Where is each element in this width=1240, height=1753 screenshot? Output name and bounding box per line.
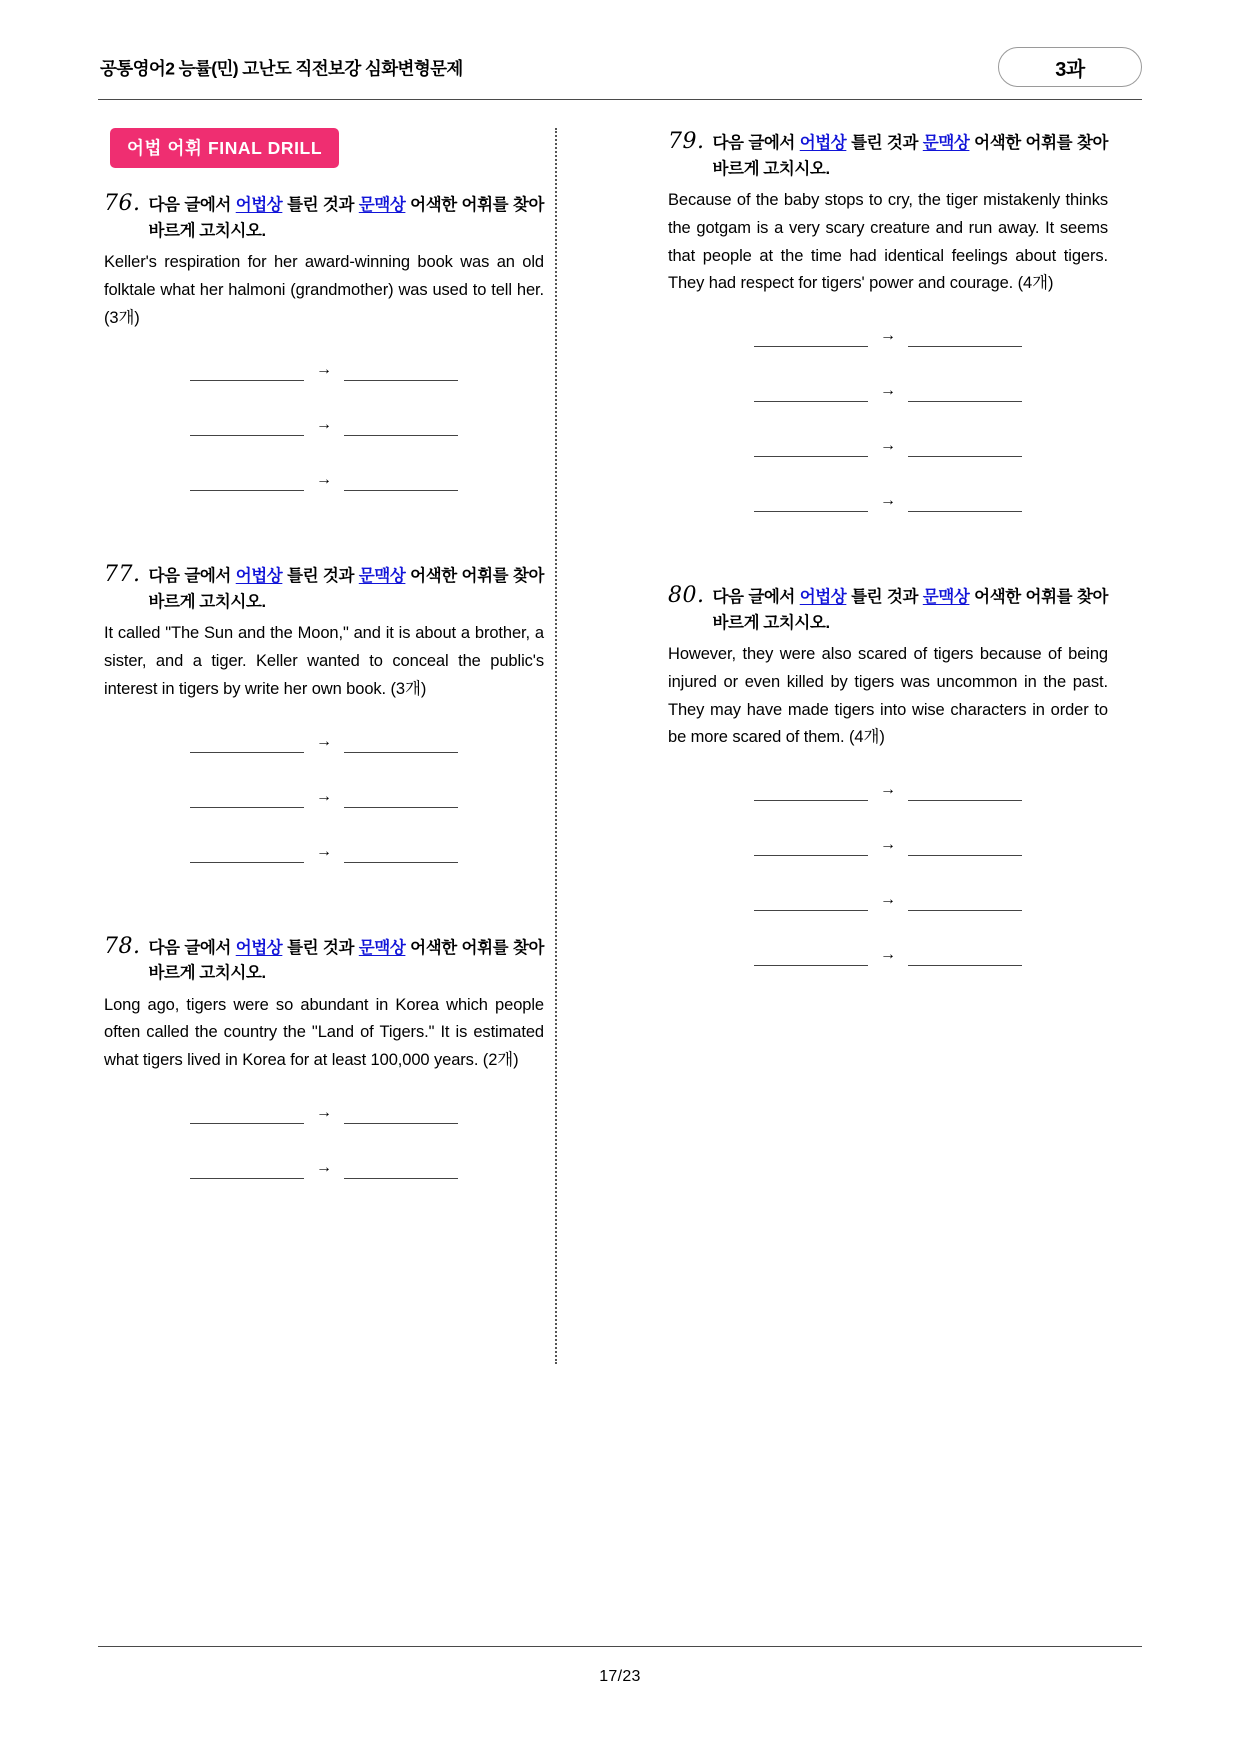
answer-blank-correction[interactable] (344, 1162, 458, 1179)
answer-blank-correction[interactable] (344, 736, 458, 753)
question-number: 78. (104, 933, 141, 959)
content-columns (98, 128, 1142, 1378)
header-divider (98, 99, 1142, 100)
question-number: 76. (104, 191, 141, 216)
question-header (668, 582, 1108, 636)
prompt-highlight-context: 문맥상 (358, 567, 406, 586)
question-block (104, 190, 544, 555)
question-number: 80. (668, 583, 705, 608)
answer-blank-original[interactable] (190, 474, 304, 491)
question-block (668, 128, 1108, 576)
prompt-text-2: 틀린 것과 (846, 134, 923, 152)
prompt-highlight-grammar: 어법상 (799, 588, 847, 606)
answer-blank-row (668, 947, 1108, 966)
question-block (104, 933, 544, 1243)
answer-blank-row (104, 844, 544, 863)
answer-blank-row (668, 837, 1108, 856)
prompt-text-3: 어색한 어휘를 찾아 바르게 고치시오. (712, 134, 1108, 178)
answer-blank-correction[interactable] (908, 839, 1022, 856)
prompt-highlight-grammar: 어법상 (235, 567, 283, 586)
prompt-highlight-context: 문맥상 (922, 134, 970, 152)
prompt-text-1: 다음 글에서 (148, 567, 236, 586)
question-header (104, 561, 544, 615)
answer-blank-original[interactable] (754, 495, 868, 512)
answer-blank-correction[interactable] (344, 364, 458, 381)
question-spacer (668, 548, 1108, 576)
arrow-right-icon: → (316, 1103, 332, 1121)
arrow-right-icon: → (880, 946, 896, 963)
footer-divider (98, 1646, 1142, 1647)
answer-blank-original[interactable] (190, 846, 304, 863)
prompt-highlight-grammar: 어법상 (235, 938, 283, 957)
question-spacer (668, 1002, 1108, 1030)
answer-blank-row (668, 438, 1108, 457)
answer-blank-row (668, 782, 1108, 801)
answer-blank-row (668, 892, 1108, 911)
answer-blank-row (104, 734, 544, 753)
question-prompt (149, 933, 545, 987)
prompt-text-1: 다음 글에서 (712, 134, 800, 152)
right-column (668, 128, 1108, 1036)
chapter-badge (998, 47, 1142, 87)
prompt-text-2: 틀린 것과 (282, 196, 359, 214)
answer-blank-row (104, 1160, 544, 1179)
answer-blank-original[interactable] (754, 949, 868, 966)
answer-blank-correction[interactable] (344, 1107, 458, 1124)
question-spacer (104, 527, 544, 555)
answer-blank-original[interactable] (754, 839, 868, 856)
answer-blank-row (668, 383, 1108, 402)
arrow-right-icon: → (316, 471, 332, 489)
prompt-text-1: 다음 글에서 (148, 196, 236, 214)
page-header (0, 0, 1240, 112)
answer-blank-group (104, 1105, 544, 1179)
drill-section-label: 어법 어휘 FINAL DRILL (110, 128, 339, 168)
question-number: 77. (104, 562, 141, 588)
left-question-list (104, 190, 544, 1243)
arrow-right-icon: → (880, 327, 896, 344)
question-prompt (713, 582, 1109, 636)
answer-blank-original[interactable] (190, 419, 304, 436)
prompt-text-3: 어색한 어휘를 찾아 바르게 고치시오. (148, 196, 544, 240)
answer-blank-original[interactable] (754, 385, 868, 402)
question-passage: Keller's respiration for her award-winning book was an old folktale what her halmoni (grandmother) was used to tell her. (3개) (104, 253, 544, 327)
answer-blank-original[interactable] (190, 791, 304, 808)
answer-blank-original[interactable] (754, 330, 868, 347)
prompt-text-2: 틀린 것과 (846, 588, 923, 606)
question-passage: Because of the baby stops to cry, the tiger mistakenly thinks the gotgam is a very scary creature and run away. It seems that people at the time had identical feelings about tigers. They had respect for tigers' power and courage. (4개) (668, 191, 1108, 293)
arrow-right-icon: → (880, 891, 896, 908)
prompt-text-3: 어색한 어휘를 찾아 바르게 고치시오. (148, 567, 544, 611)
prompt-highlight-context: 문맥상 (358, 938, 406, 957)
answer-blank-correction[interactable] (344, 474, 458, 491)
answer-blank-group (104, 734, 544, 863)
arrow-right-icon: → (316, 732, 332, 750)
question-number: 79. (668, 129, 705, 154)
answer-blank-correction[interactable] (908, 330, 1022, 347)
arrow-right-icon: → (880, 836, 896, 853)
answer-blank-row (104, 1105, 544, 1124)
column-divider (555, 128, 557, 1364)
answer-blank-correction[interactable] (908, 894, 1022, 911)
question-header (104, 933, 544, 987)
prompt-highlight-context: 문맥상 (358, 196, 406, 214)
arrow-right-icon: → (316, 787, 332, 805)
answer-blank-original[interactable] (754, 784, 868, 801)
arrow-right-icon: → (316, 416, 332, 434)
arrow-right-icon: → (316, 842, 332, 860)
prompt-text-1: 다음 글에서 (148, 938, 236, 957)
arrow-right-icon: → (880, 781, 896, 798)
prompt-text-3: 어색한 어휘를 찾아 바르게 고치시오. (712, 588, 1108, 632)
answer-blank-correction[interactable] (908, 385, 1022, 402)
right-question-list (668, 128, 1108, 1030)
answer-blank-row (104, 362, 544, 381)
answer-blank-original[interactable] (190, 1107, 304, 1124)
question-header (668, 128, 1108, 182)
chapter-badge-label: 3과 (1055, 58, 1085, 81)
question-passage: However, they were also scared of tigers because of being injured or even killed by tigers was uncommon in the past. They may have made tigers into wise characters in order to be more scared of them. (4개) (668, 645, 1108, 747)
question-spacer (104, 899, 544, 927)
footer-page-number: 17/23 (599, 1668, 641, 1685)
answer-blank-original[interactable] (190, 364, 304, 381)
question-prompt (713, 128, 1109, 182)
prompt-highlight-grammar: 어법상 (799, 134, 847, 152)
left-column (104, 128, 544, 1249)
answer-blank-row (104, 789, 544, 808)
answer-blank-original[interactable] (754, 894, 868, 911)
answer-blank-correction[interactable] (908, 440, 1022, 457)
answer-blank-correction[interactable] (344, 419, 458, 436)
answer-blank-correction[interactable] (344, 791, 458, 808)
answer-blank-group (668, 328, 1108, 512)
answer-blank-row (668, 493, 1108, 512)
answer-blank-original[interactable] (754, 440, 868, 457)
answer-blank-group (104, 362, 544, 491)
arrow-right-icon: → (316, 1158, 332, 1176)
question-passage: It called "The Sun and the Moon," and it is about a brother, a sister, and a tiger. Keller wanted to conceal the public's interest in tigers by write her own book. (3개) (104, 624, 544, 698)
prompt-text-2: 틀린 것과 (282, 567, 359, 586)
page-title: 공통영어2 능률(민) 고난도 직전보강 심화변형문제 (100, 58, 463, 79)
question-prompt (149, 561, 545, 615)
question-header (104, 190, 544, 244)
question-spacer (104, 1215, 544, 1243)
arrow-right-icon: → (880, 437, 896, 454)
prompt-text-1: 다음 글에서 (712, 588, 800, 606)
answer-blank-correction[interactable] (908, 784, 1022, 801)
answer-blank-row (104, 472, 544, 491)
answer-blank-correction[interactable] (908, 495, 1022, 512)
prompt-text-2: 틀린 것과 (282, 938, 359, 957)
answer-blank-row (668, 328, 1108, 347)
arrow-right-icon: → (316, 361, 332, 379)
answer-blank-original[interactable] (190, 736, 304, 753)
prompt-highlight-context: 문맥상 (922, 588, 970, 606)
question-block (668, 582, 1108, 1030)
arrow-right-icon: → (880, 382, 896, 399)
question-block (104, 561, 544, 926)
answer-blank-group (668, 782, 1108, 966)
answer-blank-correction[interactable] (908, 949, 1022, 966)
answer-blank-correction[interactable] (344, 846, 458, 863)
answer-blank-row (104, 417, 544, 436)
question-prompt (149, 190, 545, 244)
arrow-right-icon: → (880, 492, 896, 509)
answer-blank-original[interactable] (190, 1162, 304, 1179)
question-passage: Long ago, tigers were so abundant in Korea which people often called the country the "Land of Tigers." It is estimated what tigers lived in Korea for at least 100,000 years. (2개) (104, 995, 544, 1070)
prompt-text-3: 어색한 어휘를 찾아 바르게 고치시오. (148, 938, 544, 983)
prompt-highlight-grammar: 어법상 (235, 196, 283, 214)
